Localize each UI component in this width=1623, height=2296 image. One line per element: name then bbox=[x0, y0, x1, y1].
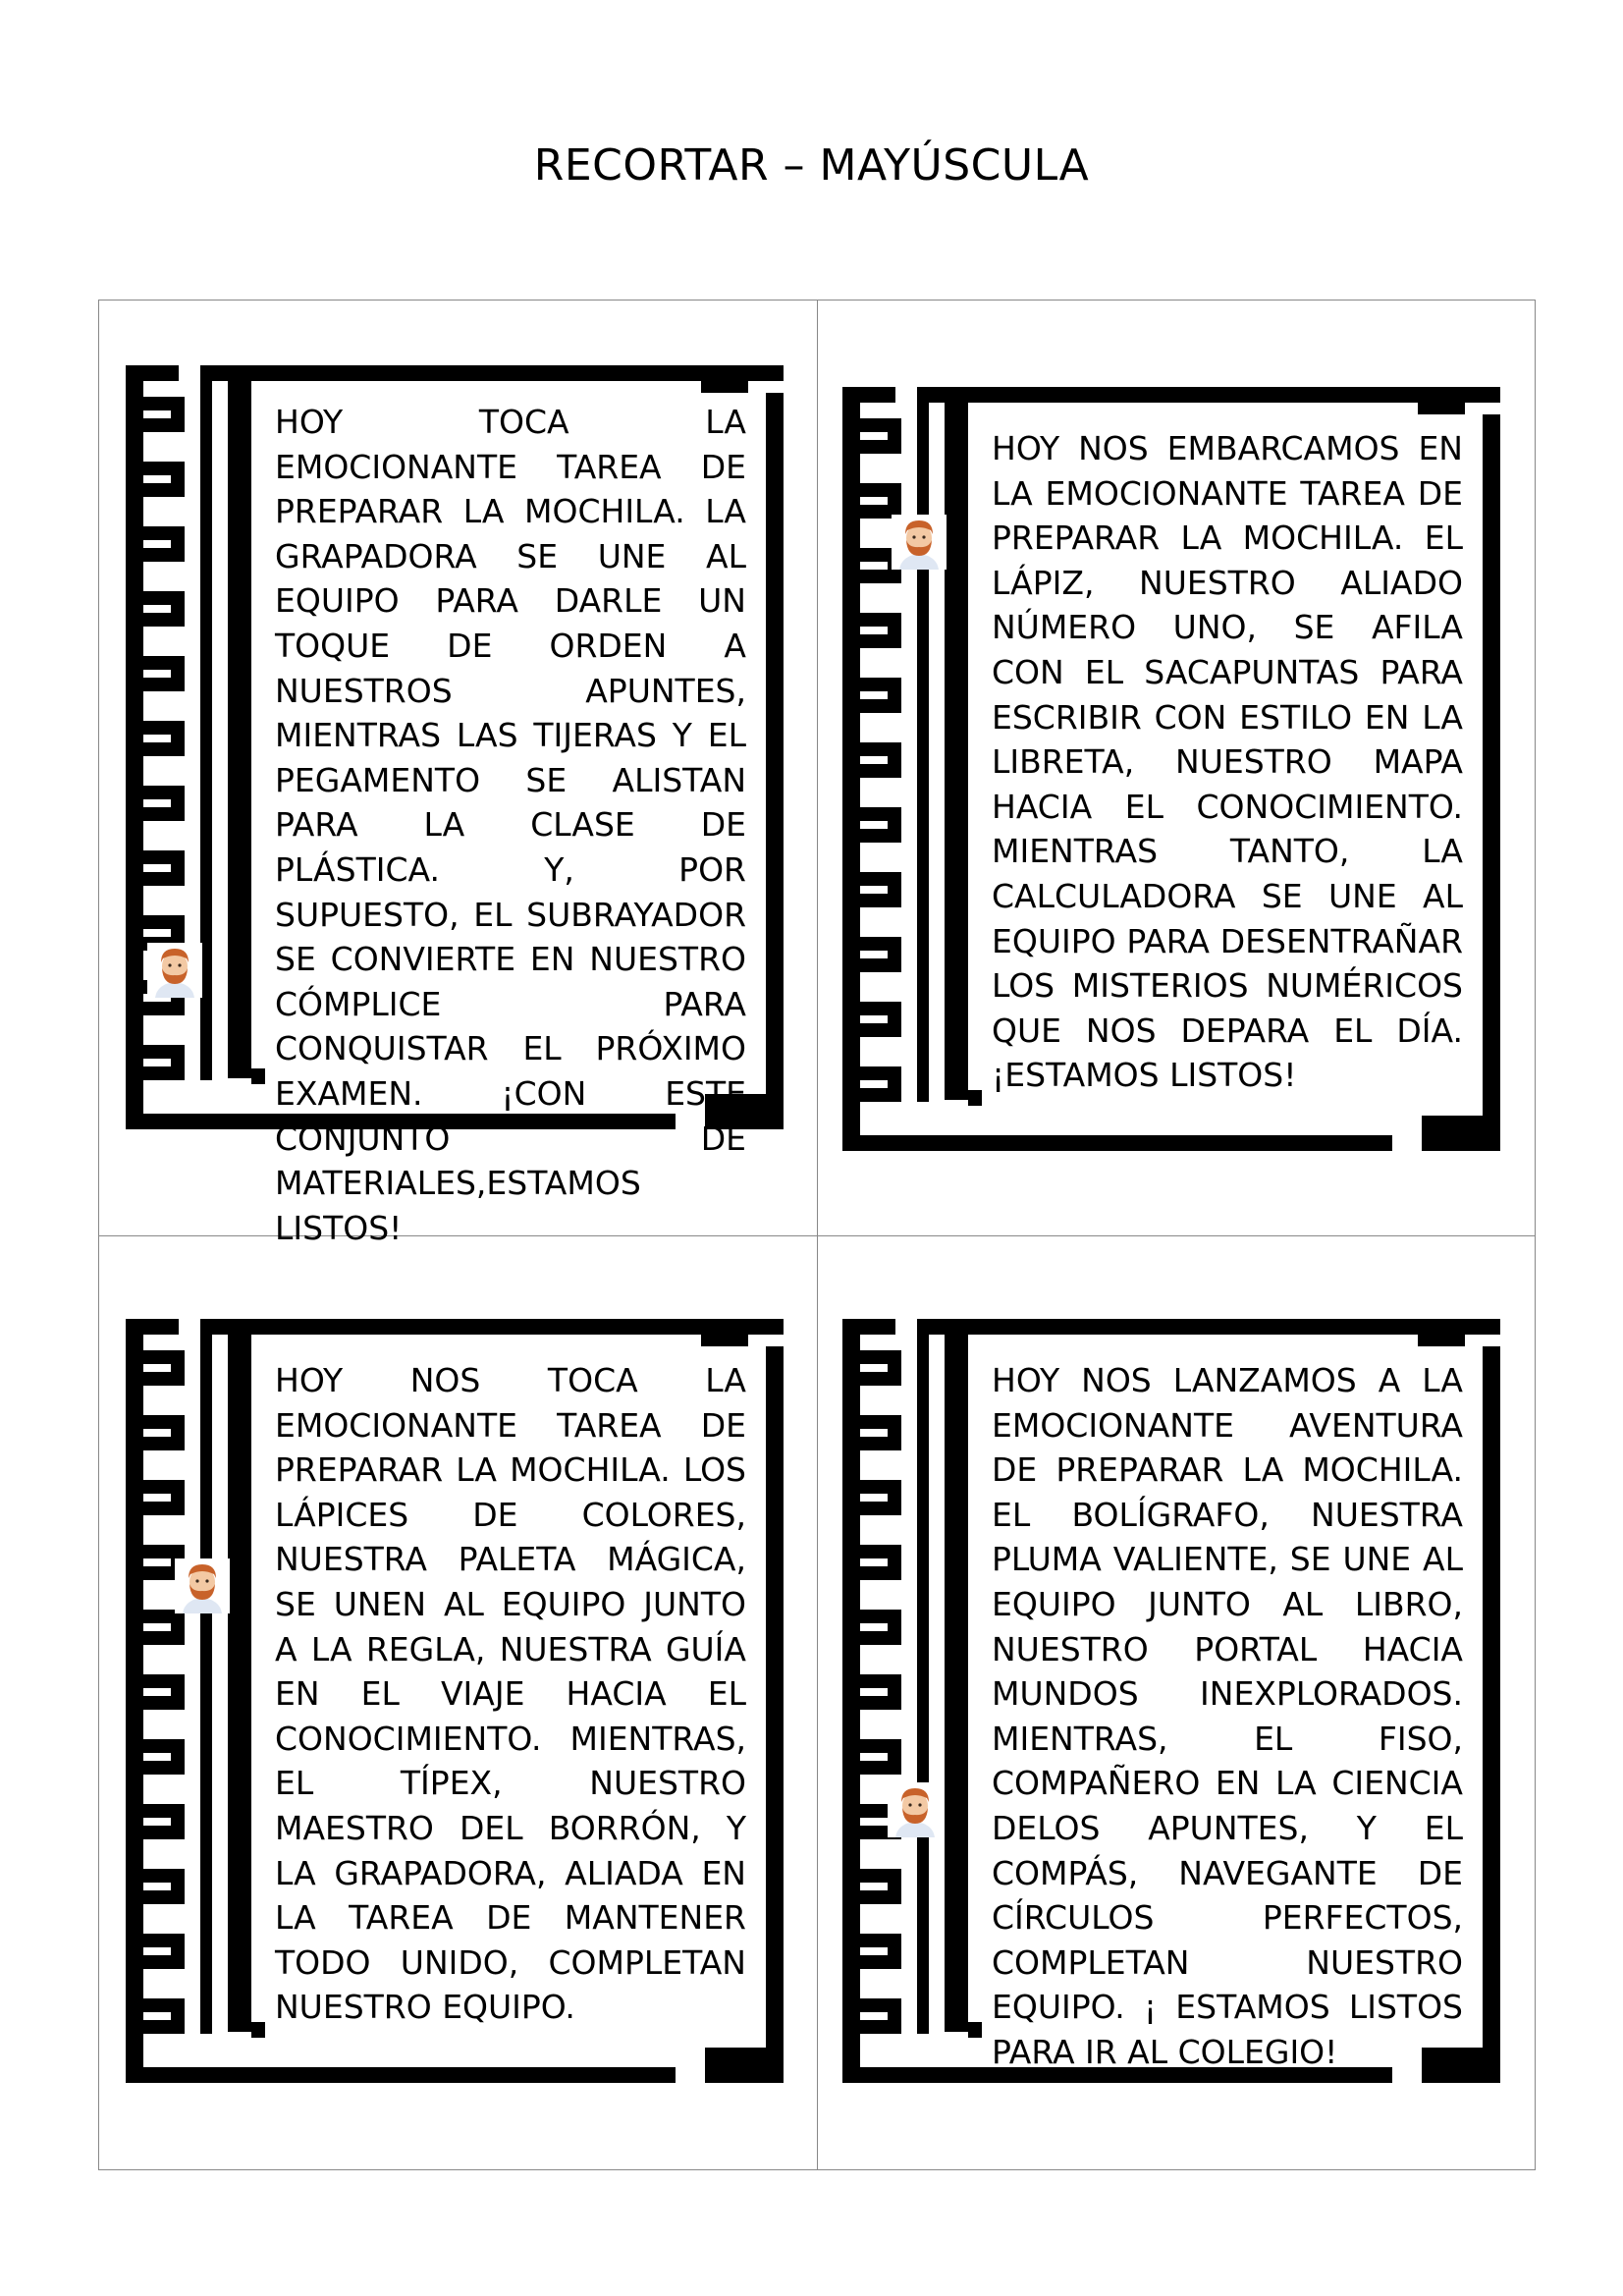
card-text: HOY NOS EMBARCAMOS EN LA EMOCIONANTE TAREA DE PREPARAR LA MOCHILA. EL LÁPIZ, NUESTRO ALIADO NÚMERO UNO, SE AFILA CON EL SACAPUNTAS PARA ESCRIBIR CON ESTILO EN LA LIBRETA, NUESTRO MAPA HACIA EL CONOCIMIENTO. MIENTRAS TANTO, LA CALCULADORA SE UNE AL EQUIPO PARA DESENTRAÑAR LOS MISTERIOS NUMÉRICOS QUE NOS DEPARA EL DÍA. ¡ESTAMOS LISTOS! bbox=[992, 429, 1463, 1095]
card-1 bbox=[126, 365, 784, 1247]
card-4 bbox=[842, 1319, 1500, 2083]
card-text: HOY TOCA LA EMOCIONANTE TAREA DE PREPARAR LA MOCHILA. LA GRAPADORA SE UNE AL EQUIPO PARA DARLE UN TOQUE DE ORDEN A NUESTROS APUNTES, MIENTRAS LAS TIJERAS Y EL PEGAMENTO SE ALISTAN PARA LA CLASE DE PLÁSTICA. Y, POR SUPUESTO, EL SUBRAYADOR SE CONVIERTE EN NUESTRO CÓMPLICE PARA CONQUISTAR EL PRÓXIMO EXAMEN. ¡CON ESTE CONJUNTO DE MATERIALES,ESTAMOS LISTOS! bbox=[275, 403, 746, 1247]
card-2 bbox=[842, 387, 1500, 1151]
man-face-icon bbox=[892, 515, 947, 570]
card-text: HOY NOS LANZAMOS A LA EMOCIONANTE AVENTURA DE PREPARAR LA MOCHILA. EL BOLÍGRAFO, NUESTRA PLUMA VALIENTE, SE UNE AL EQUIPO JUNTO AL LIBRO, NUESTRO PORTAL HACIA MUNDOS INEXPLORADOS. MIENTRAS, EL FISO, COMPAÑERO EN LA CIENCIA DELOS APUNTES, Y EL COMPÁS, NAVEGANTE DE CÍRCULOS PERFECTOS, COMPLETAN NUESTRO EQUIPO. ¡ ESTAMOS LISTOS PARA IR AL COLEGIO! bbox=[992, 1361, 1463, 2071]
card-3 bbox=[126, 1319, 784, 2083]
page-title: RECORTAR – MAYÚSCULA bbox=[533, 140, 1090, 191]
man-face-icon bbox=[888, 1782, 943, 1837]
card-text: HOY NOS TOCA LA EMOCIONANTE TAREA DE PREPARAR LA MOCHILA. LOS LÁPICES DE COLORES, NUESTRA PALETA MÁGICA, SE UNEN AL EQUIPO JUNTO A LA REGLA, NUESTRA GUÍA EN EL VIAJE HACIA EL CONOCIMIENTO. MIENTRAS, EL TÍPEX, NUESTRO MAESTRO DEL BORRÓN, Y LA GRAPADORA, ALIADA EN LA TAREA DE MANTENER TODO UNIDO, COMPLETAN NUESTRO EQUIPO. bbox=[275, 1361, 746, 2027]
man-face-icon bbox=[147, 943, 202, 998]
man-face-icon bbox=[175, 1558, 230, 1613]
